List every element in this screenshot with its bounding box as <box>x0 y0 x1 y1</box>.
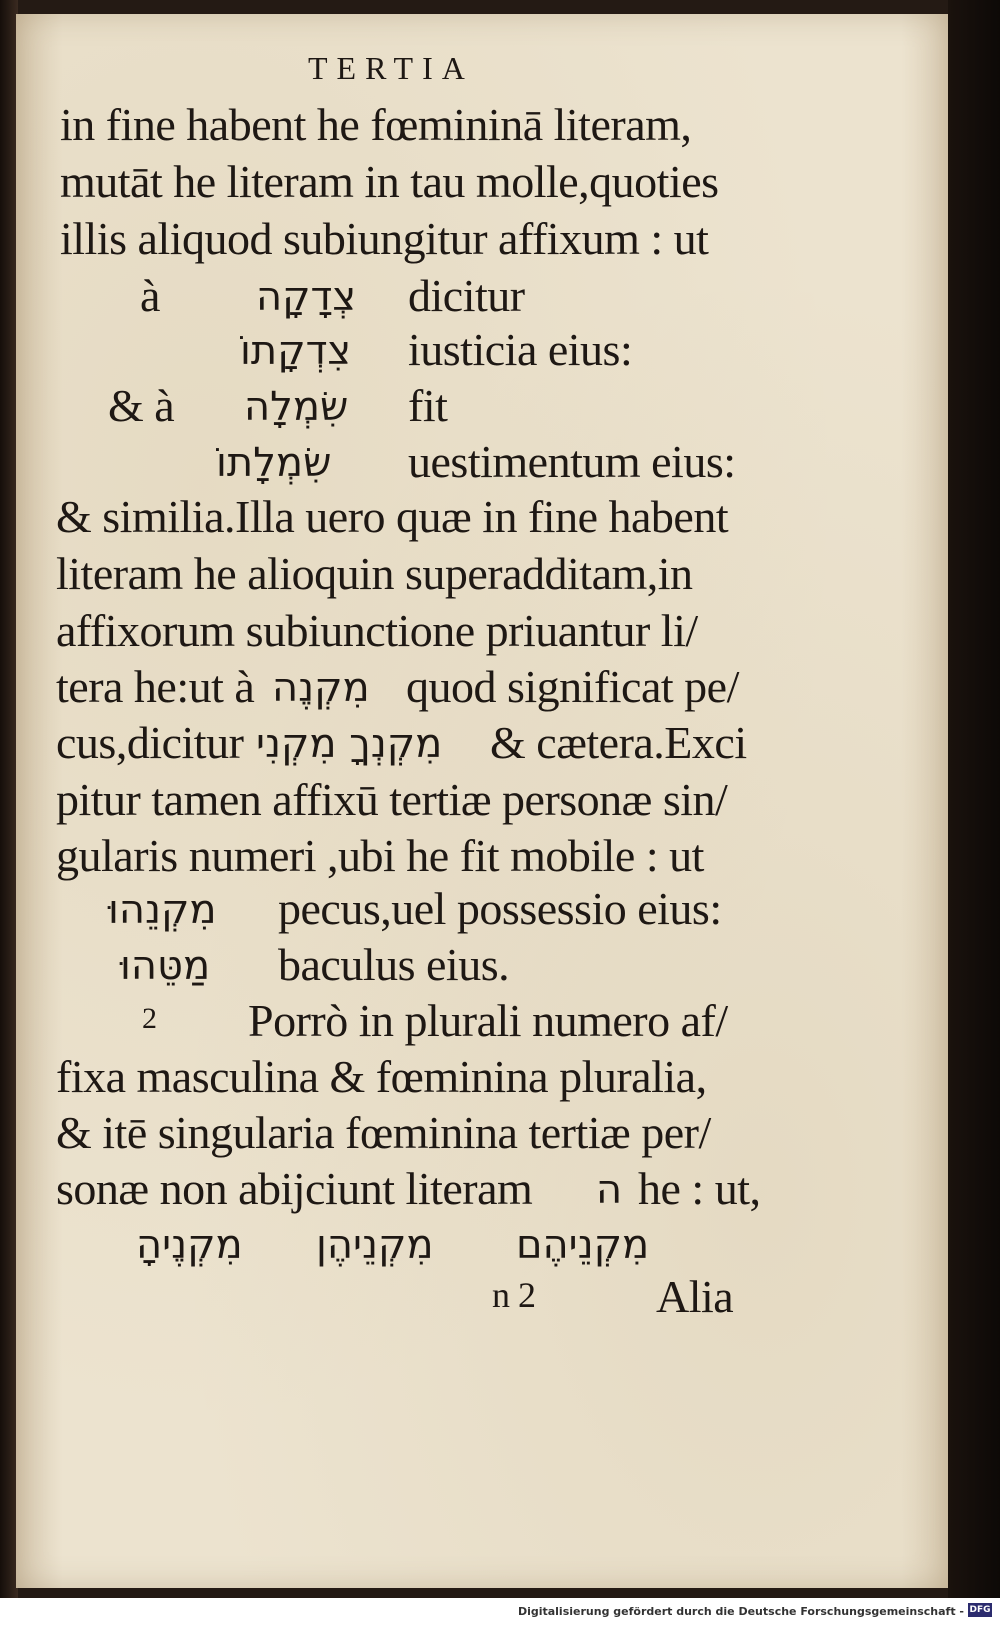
hebrew-word: צִדְקָתוֹ <box>240 328 352 374</box>
example-prefix: à <box>140 270 160 321</box>
text-line: & cætera.Exci <box>490 717 747 768</box>
hebrew-word: מַטֵּהוּ <box>120 943 211 989</box>
text-line: mutāt he literam in tau molle,quoties <box>60 156 719 207</box>
example-gloss: uestimentum eius: <box>408 436 736 487</box>
hebrew-word: מִקְנֶה <box>272 665 370 711</box>
signature-mark: n 2 <box>492 1275 536 1315</box>
dfg-logo: DFG <box>969 1605 991 1615</box>
example-prefix: & à <box>108 380 175 431</box>
text-line: literam he alioquin superadditam,in <box>56 548 693 599</box>
text-line: cus,dicitur <box>56 717 244 768</box>
section-number: 2 <box>142 1002 157 1035</box>
text-line: & similia.Illa uero quæ in fine habent <box>56 491 729 542</box>
hebrew-word: מִקְנֶיהָ <box>136 1222 243 1268</box>
example-gloss: iusticia eius: <box>408 324 633 375</box>
hebrew-word: מִקְנְךָ מִקְנִי <box>256 721 443 767</box>
book-page <box>16 14 948 1588</box>
text-line: tera he:ut à <box>56 661 255 712</box>
hebrew-word: מִקְנֵיהֶם <box>516 1222 650 1268</box>
text-line: fixa masculina & fœminina pluralia, <box>56 1051 707 1102</box>
text-line: quod significat pe/ <box>406 661 739 712</box>
example-gloss: fit <box>408 380 448 431</box>
hebrew-word: צְדָקָה <box>256 274 357 320</box>
example-gloss: dicitur <box>408 270 525 321</box>
hebrew-word: שִׂמְלָתוֹ <box>216 440 332 486</box>
hebrew-word: שִׂמְלָה <box>244 384 349 430</box>
text-line: sonæ non abijciunt literam <box>56 1163 533 1214</box>
hebrew-letter: ה <box>596 1167 623 1213</box>
page-right-edge <box>948 0 1000 1598</box>
text-line: he : ut, <box>638 1163 761 1214</box>
text-line: pitur tamen affixū tertiæ personæ sin/ <box>56 774 728 825</box>
text-line: affixorum subiunctione priuantur li/ <box>56 605 698 656</box>
catchword: Alia <box>656 1271 734 1322</box>
text-line: Porrò in plurali numero af/ <box>248 995 728 1046</box>
text-line: & itē singularia fœminina tertiæ per/ <box>56 1107 711 1158</box>
hebrew-word: מִקְנֵהוּ <box>108 887 217 933</box>
example-gloss: pecus,uel possessio eius: <box>278 883 722 934</box>
funding-credit: Digitalisierung gefördert durch die Deutsche Forschungsgemeinschaft - <box>517 1605 964 1618</box>
hebrew-word: מִקְנֵיהֶן <box>316 1222 434 1268</box>
example-gloss: baculus eius. <box>278 939 510 990</box>
text-line: in fine habent he fœmininā literam, <box>60 99 692 150</box>
text-line: gularis numeri ,ubi he fit mobile : ut <box>56 830 704 881</box>
text-line: illis aliquod subiungitur affixum : ut <box>60 213 709 264</box>
running-header: TERTIA <box>308 50 474 86</box>
